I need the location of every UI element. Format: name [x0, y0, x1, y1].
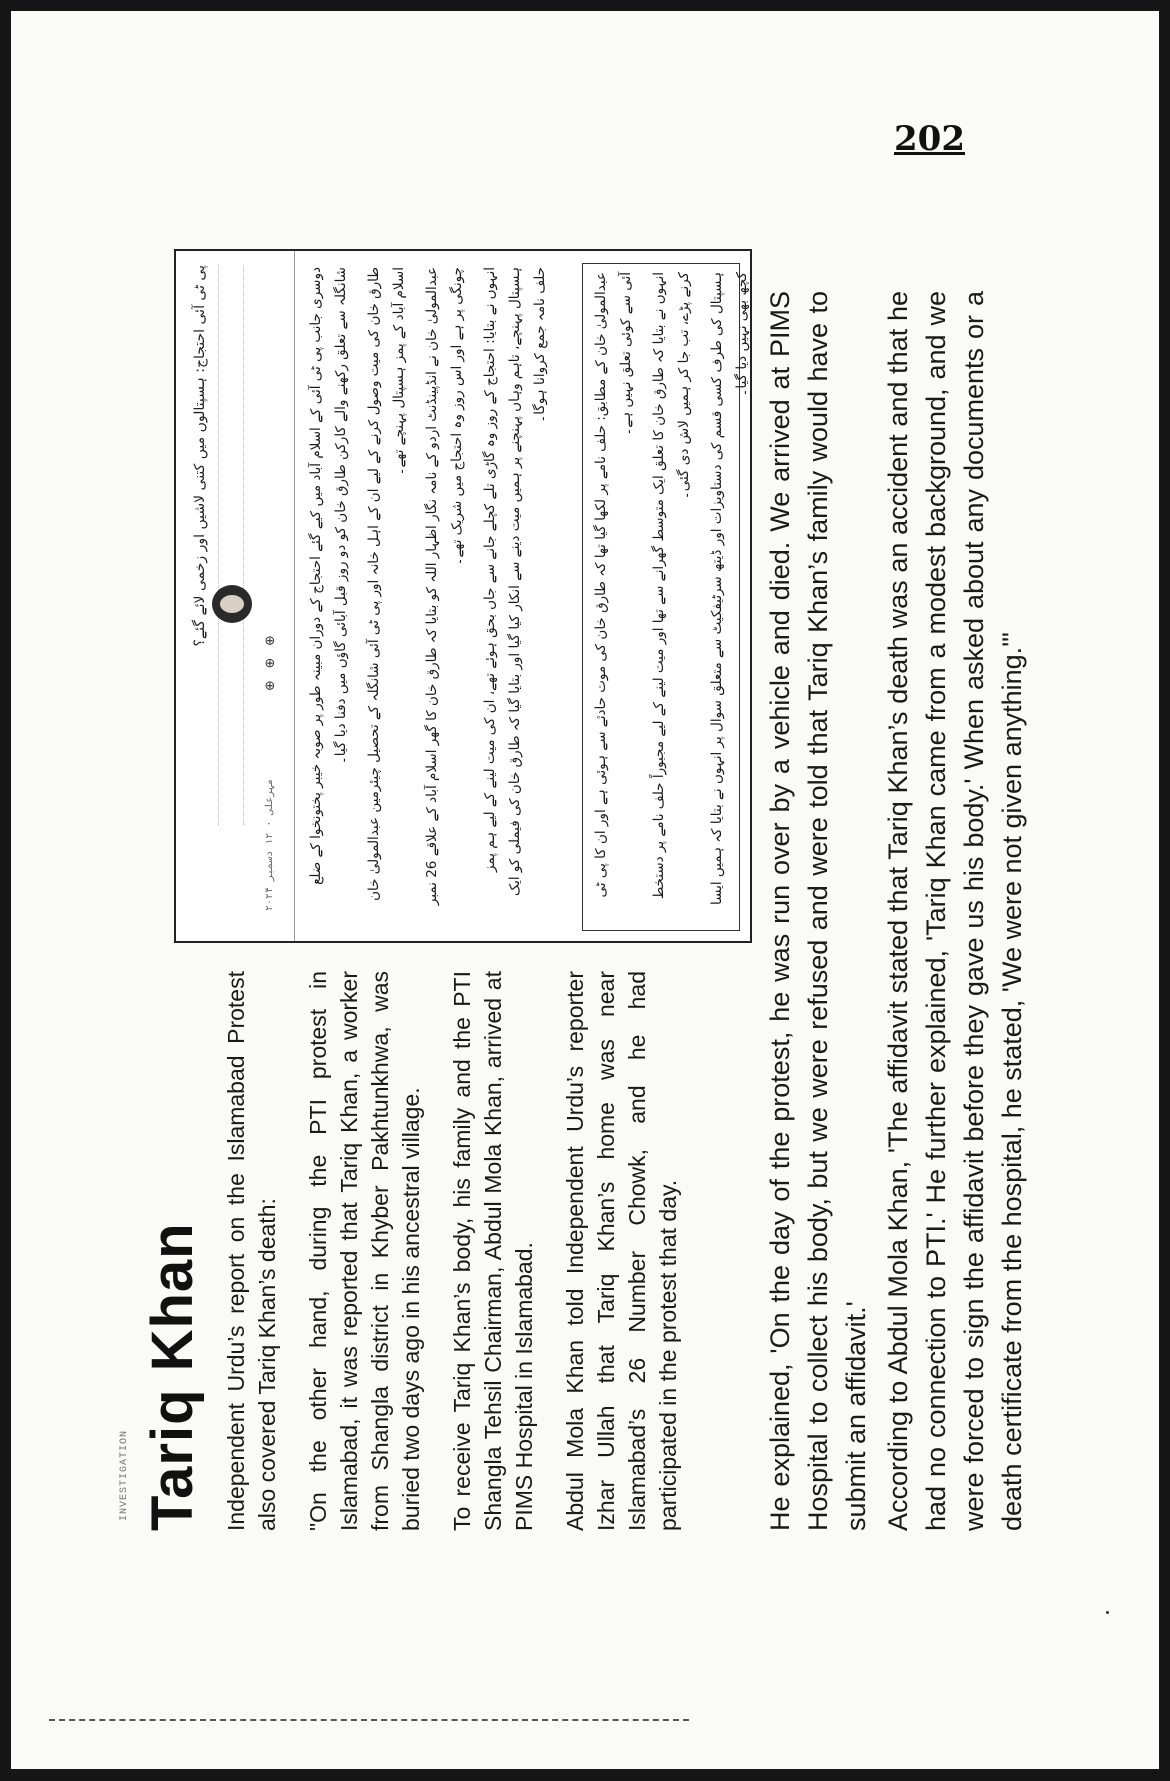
page-number: 202	[894, 119, 965, 159]
paragraph: According to Abdul Mola Khan, 'The affidavit stated that Tariq Khan’s death was an accident and that he had no connection to PTI.' He further explained, 'Tariq Khan came from a modest background, and we were forced to sign the affidavit before they gave us his body.' When asked about any documents or a death certificate from the hospital, he stated, 'We were not given anything.'"	[883, 291, 1027, 1531]
rotated-article	[11, 151, 1027, 1531]
paragraph: Independent Urdu’s report on the Islamabad Protest also covered Tariq Khan’s death:	[223, 971, 280, 1531]
paragraph: He explained, 'On the day of the protest, he was run over by a vehicle and died. We arrived at PIMS Hospital to collect his body, but we were refused and were told that Tariq Khan’s family would have to submit an affidavit.'	[765, 291, 871, 1531]
clipping-byline: مہرعلی · ۱۲ دسمبر ۲۰۲۴	[264, 778, 275, 911]
urdu-paragraph: طارق خان کی میت وصول کرنے کے لیے ان کے اہل خانہ اور پی ٹی آئی شانگلہ کے تحصیل چیئرمین عبدالمولیٰ خان اسلام آباد کے پمز ہسپتال پہنچے تھے۔	[366, 267, 407, 901]
urdu-paragraph: انہوں نے بتایا: احتجاج کے روز وہ گاڑی تلے کچلے جانے سے جاں بحق ہوئے تھے، ان کی میت لینے کے لیے ہم پمز ہسپتال پہنچے، تاہم وہاں پہنچنے پر ہمیں میت دینے سے انکار کیا گیا اور بتایا گیا کہ طارق خان کی فیملی کو ایک حلف نامہ جمع کروانا ہوگا۔	[482, 267, 548, 896]
paragraph: Abdul Mola Khan told Independent Urdu’s reporter Izhar Ullah that Tariq Khan’s home was near Islamabad’s 26 Number Chowk, and he had participated in the protest that day.	[562, 971, 681, 1531]
clipping-subheadline-faint	[218, 265, 244, 825]
left-column	[221, 971, 704, 1531]
document-page	[11, 11, 1159, 1769]
clipping-headline: پی ٹی آئی احتجاج: ہسپتالوں میں کتنی لاشیں اور زخمی لائے گئے؟	[192, 265, 208, 647]
bottom-text	[761, 291, 1035, 1531]
article-title: Tariq Khan	[140, 1222, 205, 1531]
dashed-divider	[49, 1719, 689, 1721]
author-avatar	[212, 585, 252, 623]
paragraph: "On the other hand, during the PTI protest in Islamabad, it was reported that Tariq Khan, a worker from Shangla district in Khyber Pakhtunkhwa, was buried two days ago in his ancestral village.	[305, 971, 424, 1531]
urdu-paragraph: عبدالمولیٰ خان کے مطابق: حلف نامے پر لکھا گیا تھا کہ طارق خان کی موت حادثے سے ہوئی ہے اور ان کا پی ٹی آئی سے کوئی تعلق نہیں ہے۔	[593, 272, 634, 898]
urdu-news-clipping	[174, 249, 752, 943]
clipping-quote-body	[589, 272, 752, 918]
scan-speck	[1106, 1611, 1109, 1614]
clipping-header	[176, 251, 295, 941]
document-stamp: INVESTIGATION	[119, 1429, 130, 1521]
urdu-paragraph: ہسپتال کی طرف کسی قسم کی دستاویزات اور ڈیتھ سرٹیفکیٹ سے متعلق سوال پر انہوں نے بتایا کہ ہمیں ایسا کچھ بھی نہیں دیا گیا۔	[709, 272, 750, 906]
urdu-paragraph: عبدالمولیٰ خان نے انڈپینڈنٹ اردو کے نامہ نگار اظہار اللہ کو بتایا کہ طارق خان کا گھر اسلام آباد کے علاقے 26 نمبر چونگی پر ہے اور اس روز وہ احتجاج میں شریک تھے۔	[424, 267, 465, 906]
clipping-body	[304, 267, 561, 917]
clipping-quote-box	[582, 263, 750, 931]
urdu-paragraph: دوسری جانب پی ٹی آئی کے اسلام آباد میں کیے گئے احتجاج کے دوران مبینہ طور پر صوبہ خیبر پختونخوا کے ضلع شانگلہ سے تعلق رکھنے والے کارکن طارق خان کو دو روز قبل آبائی گاؤں میں دفنا دیا گیا۔	[308, 267, 349, 885]
urdu-paragraph: انہوں نے بتایا کہ طارق خان کا تعلق ایک متوسط گھرانے سے تھا اور میت لینے کے لیے مجبوراً حلف نامے پر دستخط کرنے پڑے، تب جا کر ہمیں لاش دی گئی۔	[651, 272, 692, 900]
paragraph: To receive Tariq Khan’s body, his family and the PTI Shangla Tehsil Chairman, Abdul Mola Khan, arrived at PIMS Hospital in Islamabad.	[449, 971, 537, 1531]
share-icons: ⊕ ⊕ ⊕	[262, 631, 277, 691]
